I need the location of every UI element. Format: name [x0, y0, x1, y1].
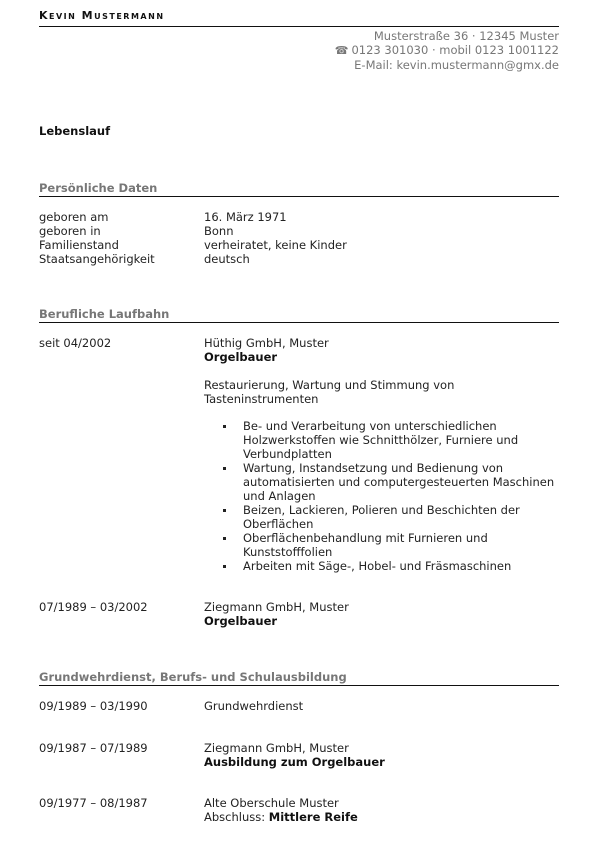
header-rule — [39, 26, 559, 27]
education-company: Ziegmann GmbH, Muster — [204, 741, 349, 755]
personal-value: deutsch — [204, 252, 250, 266]
education-period: 09/1987 – 07/1989 — [39, 741, 148, 755]
degree-label: Abschluss: — [204, 810, 266, 824]
address: Musterstraße 36 · 12345 Muster — [373, 29, 559, 43]
task-text: Wartung, Instandsetzung und Bedienung von automatisierten und computergesteuerten Maschinen und Anlagen — [243, 461, 555, 503]
list-item — [204, 531, 559, 559]
education-degree — [204, 810, 358, 824]
task-text: Be- und Verarbeitung von unterschiedlichen Holzwerkstoffen wie Schnitthölzer, Furniere und Verbundplatten — [243, 419, 519, 461]
task-list — [204, 419, 559, 573]
education-period: 09/1989 – 03/1990 — [39, 699, 148, 713]
degree-value: Mittlere Reife — [268, 810, 358, 824]
personal-label: Staatsangehörigkeit — [39, 252, 155, 266]
task-text: Arbeiten mit Säge-, Hobel- und Fräsmaschinen — [243, 559, 512, 573]
section-heading-education: Grundwehrdienst, Berufs- und Schulausbildung — [39, 670, 559, 686]
career-company: Ziegmann GmbH, Muster — [204, 600, 349, 614]
career-period: 07/1989 – 03/2002 — [39, 600, 148, 614]
personal-value: Bonn — [204, 224, 234, 238]
bullet-icon — [223, 565, 226, 568]
list-item — [204, 503, 559, 531]
document-title: Lebenslauf — [39, 124, 111, 138]
list-item — [204, 419, 559, 461]
career-description: Restaurierung, Wartung und Stimmung von Tasteninstrumenten — [204, 378, 455, 406]
personal-label: Familienstand — [39, 238, 119, 252]
name-header: Kevin Mustermann — [39, 9, 165, 22]
task-text: Oberflächenbehandlung mit Furnieren und Kunststofffolien — [243, 531, 488, 559]
list-item — [204, 559, 559, 573]
career-company: Hüthig GmbH, Muster — [204, 336, 329, 350]
bullet-icon — [223, 509, 226, 512]
bullet-icon — [223, 467, 226, 470]
phone-numbers: 0123 301030 · mobil 0123 1001122 — [351, 43, 559, 57]
phone-icon: ☎ — [334, 44, 349, 57]
email-line: E-Mail: kevin.mustermann@gmx.de — [354, 58, 559, 72]
personal-label: geboren in — [39, 224, 101, 238]
section-heading-career: Berufliche Laufbahn — [39, 307, 559, 323]
career-position: Orgelbauer — [204, 350, 278, 364]
education-text: Grundwehrdienst — [204, 699, 304, 713]
section-heading-personal: Persönliche Daten — [39, 181, 559, 197]
phone-line — [335, 43, 559, 58]
bullet-icon — [223, 537, 226, 540]
bullet-icon — [223, 425, 226, 428]
career-position: Orgelbauer — [204, 614, 278, 628]
education-position: Ausbildung zum Orgelbauer — [204, 755, 385, 769]
personal-value: verheiratet, keine Kinder — [204, 238, 347, 252]
personal-value: 16. März 1971 — [204, 210, 287, 224]
education-period: 09/1977 – 08/1987 — [39, 796, 148, 810]
career-period: seit 04/2002 — [39, 336, 112, 350]
personal-label: geboren am — [39, 210, 109, 224]
task-text: Beizen, Lackieren, Polieren und Beschichten der Oberflächen — [243, 503, 520, 531]
contact-block — [335, 29, 559, 72]
list-item — [204, 461, 559, 503]
education-school: Alte Oberschule Muster — [204, 796, 339, 810]
